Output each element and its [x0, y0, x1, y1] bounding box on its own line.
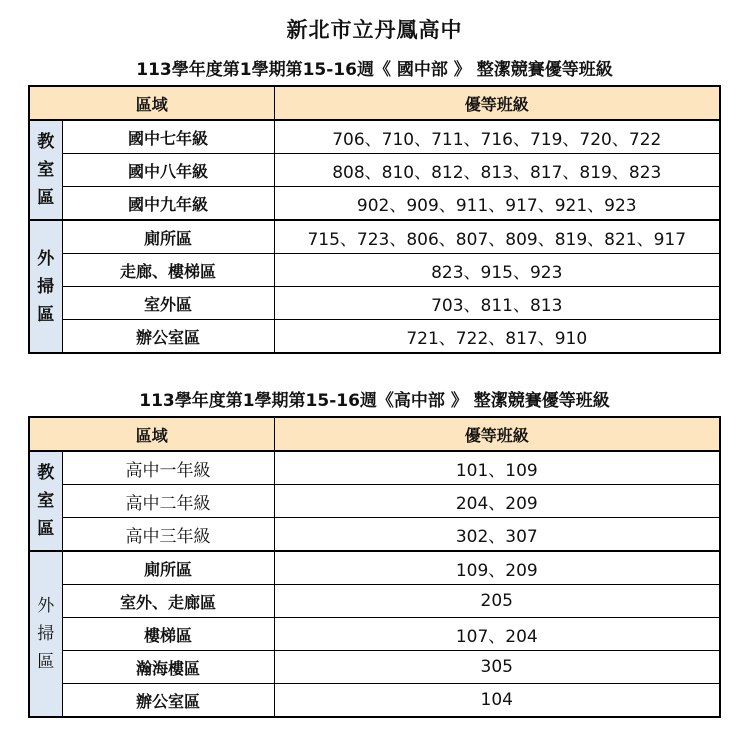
zone-cell: 高中三年級 — [62, 518, 274, 552]
group-label-classroom: 教 室 區 — [29, 120, 62, 220]
senior-section-title: 113學年度第1學期第15-16週《高中部 》 整潔競賽優等班級 — [139, 391, 610, 411]
zone-cell: 辦公室區 — [62, 684, 274, 718]
zone-cell: 廁所區 — [62, 220, 274, 254]
table-row — [29, 120, 720, 154]
table-header-row — [29, 417, 720, 451]
classes-cell: 715、723、806、807、809、819、821、917 — [274, 220, 720, 254]
zone-cell: 室外、走廊區 — [62, 585, 274, 618]
table-row — [29, 518, 720, 552]
header-classes: 優等班級 — [274, 86, 720, 120]
table-row — [29, 451, 720, 485]
classes-cell: 721、722、817、910 — [274, 320, 720, 354]
classes-cell: 107、204 — [274, 618, 720, 651]
classes-cell: 101、109 — [274, 451, 720, 485]
zone-cell: 廁所區 — [62, 551, 274, 585]
classes-cell: 109、209 — [274, 551, 720, 585]
classes-cell: 104 — [274, 684, 720, 718]
header-area: 區域 — [29, 417, 274, 451]
table-row — [29, 320, 720, 354]
table-row — [29, 254, 720, 287]
group-label-outdoor: 外 掃 區 — [29, 551, 62, 717]
zone-cell: 樓梯區 — [62, 618, 274, 651]
classes-cell: 302、307 — [274, 518, 720, 552]
senior-honor-table — [28, 416, 721, 718]
classes-cell: 823、915、923 — [274, 254, 720, 287]
table-row — [29, 551, 720, 585]
zone-cell: 辦公室區 — [62, 320, 274, 354]
classes-cell: 204、209 — [274, 485, 720, 518]
zone-cell: 高中二年級 — [62, 485, 274, 518]
header-classes: 優等班級 — [274, 417, 720, 451]
zone-cell: 國中七年級 — [62, 120, 274, 154]
junior-honor-table — [28, 85, 721, 354]
table-row — [29, 684, 720, 718]
table-row — [29, 187, 720, 221]
junior-section-title: 113學年度第1學期第15-16週《 國中部 》 整潔競賽優等班級 — [136, 60, 613, 80]
table-row — [29, 154, 720, 187]
classes-cell: 205 — [274, 585, 720, 618]
classes-cell: 706、710、711、716、719、720、722 — [274, 120, 720, 154]
zone-cell: 國中九年級 — [62, 187, 274, 221]
classes-cell: 808、810、812、813、817、819、823 — [274, 154, 720, 187]
classes-cell: 902、909、911、917、921、923 — [274, 187, 720, 221]
zone-cell: 走廊、樓梯區 — [62, 254, 274, 287]
classes-cell: 703、811、813 — [274, 287, 720, 320]
zone-cell: 高中一年級 — [62, 451, 274, 485]
zone-cell: 瀚海樓區 — [62, 651, 274, 684]
classes-cell: 305 — [274, 651, 720, 684]
zone-cell: 國中八年級 — [62, 154, 274, 187]
group-label-classroom: 教 室 區 — [29, 451, 62, 551]
header-area: 區域 — [29, 86, 274, 120]
zone-cell: 室外區 — [62, 287, 274, 320]
table-row — [29, 618, 720, 651]
table-row — [29, 220, 720, 254]
table-row — [29, 485, 720, 518]
table-row — [29, 287, 720, 320]
table-row — [29, 651, 720, 684]
page-title: 新北市立丹鳳高中 — [286, 18, 463, 42]
group-label-outdoor: 外 掃 區 — [29, 220, 62, 353]
table-row — [29, 585, 720, 618]
table-header-row — [29, 86, 720, 120]
